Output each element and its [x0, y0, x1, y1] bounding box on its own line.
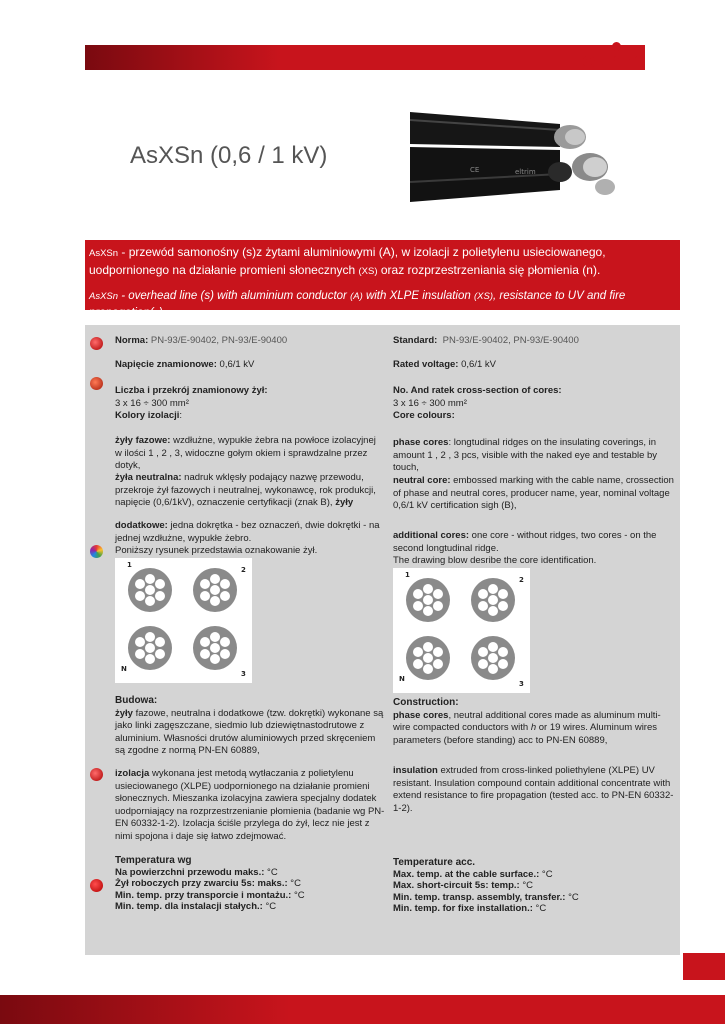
pl-construction-cores-label: żyły — [115, 707, 133, 719]
svg-text:CE: CE — [470, 166, 480, 174]
pl-neutral-end: żyły — [335, 497, 354, 508]
insulation-icon — [90, 768, 103, 781]
warning-icon — [90, 879, 103, 892]
pl-temperature — [115, 855, 385, 913]
pl-colours-colon: : — [179, 410, 183, 421]
pl-cores-label: Liczba i przekrój znamionowy żył: — [115, 385, 268, 396]
en-temp-4: Min. temp. for fixe installation.: — [393, 903, 533, 914]
pl-phase-label: żyły fazowe: — [115, 435, 171, 446]
pl-additional — [115, 520, 385, 558]
en-additional — [393, 530, 675, 568]
pl-temp-2-unit: °C — [287, 878, 301, 889]
en-insulation — [393, 765, 678, 815]
en-temp-4-unit: °C — [532, 903, 547, 914]
en-temp-1-unit: °C — [539, 868, 553, 880]
footer-bar — [0, 995, 725, 1024]
pl-construction-label: Budowa: — [115, 695, 158, 706]
pl-voltage-label: Napięcie znamionowe: — [115, 359, 217, 370]
en-temp-3: Min. temp. transp. assembly, transfer.: — [393, 891, 566, 903]
en-insulation-label: insulation — [393, 765, 438, 776]
en-temp-3-unit: °C — [565, 891, 579, 903]
en-temp-2: Max. short-circuit 5s: temp.: — [393, 880, 520, 891]
pl-core-diagram — [115, 558, 252, 683]
pl-core-label-1: 1 — [127, 561, 132, 569]
pl-cores — [115, 385, 385, 423]
en-cores-label: No. And ratek cross-section of cores: — [393, 385, 562, 396]
en-cores — [393, 385, 673, 423]
en-core-label-2: 2 — [519, 576, 524, 584]
en-core-label-n: N — [399, 675, 405, 683]
en-additional-text: one core - without ridges, two cores - on the second longtudinal ridge. — [393, 530, 657, 554]
en-neutral-text: embossed marking with the cable name, crossection of phase and neutral cores, producer name, year, nominal voltage 0,6/1 kV certification sigh (B), — [393, 475, 674, 511]
pl-colours-label: Kolory izolacji — [115, 410, 180, 421]
en-voltage — [393, 359, 496, 372]
pl-insulation — [115, 768, 385, 843]
pl-insulation-text: wykonana jest metodą wytłaczania z polietylenu usieciowanego (XLPE) uodpornionego na działanie promieni słonecznych. Mieszanka izolacyjna zawiera specjalny dodatek uodporniający na rozprzestrzenianie płomienia (badanie wg PN-EN 60332-1-2). Izolacja ściśle przylega do żył, lecz nie jest z nimi spojona i daje się łatwo zdejmować. — [115, 768, 385, 842]
en-colours-label: Core colours: — [393, 410, 455, 421]
page-title: AsXSn (0,6 / 1 kV) — [130, 142, 328, 169]
desc-pl-xs: (XS) — [358, 266, 378, 277]
en-temp-label: Temperature acc. — [393, 857, 476, 868]
pl-core-label-2: 2 — [241, 566, 246, 574]
pl-core-label-n: N — [121, 665, 127, 673]
corner-accent — [683, 953, 725, 980]
pl-neutral — [115, 472, 385, 510]
pl-temp-4-unit: °C — [262, 901, 277, 912]
en-additional-label: additional cores: — [393, 530, 470, 541]
logo-text: eltrim — [582, 48, 644, 72]
pl-neutral-label: żyła neutralna: — [115, 472, 182, 483]
pl-temp-1-unit: °C — [264, 866, 278, 878]
en-phase — [393, 437, 675, 475]
desc-en-text: - overhead line (s) with aluminium conductor — [118, 290, 351, 302]
en-core-label-3: 3 — [519, 680, 524, 688]
cable-photo — [410, 92, 625, 212]
en-standard-label: Standard: — [393, 335, 438, 346]
pl-drawing-text: Poniższy rysunek przedstawia oznakowanie żył. — [115, 545, 318, 556]
pl-temp-label: Temperatura wg — [115, 855, 192, 866]
pl-phase-text: wzdłużne, wypukłe żebra na powłoce izolacyjnej w ilości 1 , 2 , 3, widoczne gołym okiem i sprawdzalne przez dotyk, — [115, 435, 376, 471]
desc-en-a: (A) — [350, 291, 363, 302]
color-wheel-icon — [90, 545, 103, 558]
pl-norma-label: Norma: — [115, 335, 149, 346]
pl-voltage — [115, 359, 254, 372]
pl-additional-text: jedna dokrętka - bez oznaczeń, dwie dokrętki - na jednej wzdłużne, wypukłe żebro. — [115, 520, 380, 544]
en-neutral-label: neutral core: — [393, 475, 451, 486]
pl-temp-3: Min. temp. przy transporcie i montażu.: — [115, 889, 292, 901]
header-bar — [85, 45, 645, 70]
en-voltage-value: 0,6/1 kV — [461, 359, 496, 370]
svg-text:eltrim: eltrim — [515, 168, 536, 176]
pl-temp-3-unit: °C — [291, 889, 305, 901]
desc-en-xs: (XS) — [473, 291, 493, 302]
description-box — [85, 240, 680, 319]
pl-construction-cores-text: fazowe, neutralna i dodatkowe (tzw. dokrętki) wykonane są jako linki zagęszczane, siedmio lub dziewiętnastodrutowe z aluminium. Własności drutów aluminiowych przed skręceniem są zgodne z normą PN-EN 60889, — [115, 707, 384, 756]
voltage-icon — [90, 377, 103, 390]
en-construction-h: h — [530, 722, 537, 733]
pl-construction — [115, 695, 385, 758]
en-neutral — [393, 475, 675, 513]
description-en — [89, 288, 676, 322]
en-construction — [393, 697, 675, 747]
en-insulation-text: extruded from cross-linked poliethylene (XLPE) UV resistant. Insulation compound contain additional concentrate with extend resistance to fire propagation (tested acc. to PN-EN 60332-1-2). — [393, 765, 674, 814]
desc-en-n: n — [153, 308, 159, 319]
pl-phase — [115, 435, 385, 473]
en-core-diagram — [393, 568, 530, 693]
desc-pl-tail: oraz rozprzestrzeniania się płomienia (n). — [377, 263, 601, 277]
desc-en-tail: , resistance to UV and fire propagation( — [89, 290, 626, 319]
code-en: AsXSn — [89, 291, 119, 302]
desc-pl-text: - przewód samonośny (s)z żytami aluminiowymi (A), w izolacji z polietylenu usieciowanego, uodpornionego na działanie promieni słonecznych — [89, 245, 606, 277]
desc-en-mid: with XLPE insulation — [362, 290, 474, 302]
en-temp-2-unit: °C — [519, 880, 534, 891]
en-phase-label: phase cores — [393, 437, 449, 448]
en-construction-label: Construction: — [393, 697, 459, 708]
eltrim-logo — [582, 42, 652, 72]
pl-norma — [115, 335, 287, 348]
pl-temp-2: Żył roboczych przy zwarciu 5s: maks.: — [115, 878, 288, 889]
pl-norma-value: PN-93/E-90402, PN-93/E-90400 — [150, 335, 288, 346]
en-construction-cores-text-b: or 19 wires. Aluminum wires parameters (before standing) acc to PN-EN 60889, — [393, 722, 658, 746]
pl-temp-4: Min. temp. dla instalacji stałych.: — [115, 901, 263, 912]
en-drawing-text: The drawing blow desribe the core identification. — [393, 555, 597, 566]
pl-temp-1: Na powierzchni przewodu maks.: — [115, 866, 265, 878]
en-phase-text: : longtudinal ridges on the insulating coverings, in amount 1 , 2 , 3 pcs, visible with the naked eye and testable by touch, — [393, 437, 658, 473]
en-temp-1: Max. temp. at the cable surface.: — [393, 868, 540, 880]
en-standard — [393, 335, 579, 348]
desc-en-end: ). — [158, 307, 166, 319]
pl-additional-label: dodatkowe: — [115, 520, 168, 531]
pl-voltage-value: 0,6/1 kV — [219, 359, 255, 370]
en-standard-value: PN-93/E-90402, PN-93/E-90400 — [442, 335, 579, 346]
en-cores-value: 3 x 16 ÷ 300 mm² — [393, 397, 467, 409]
en-core-label-1: 1 — [405, 571, 410, 579]
standard-icon — [90, 337, 103, 350]
description-pl — [89, 244, 676, 280]
pl-insulation-label: izolacja — [115, 768, 150, 779]
en-construction-cores-label: phase cores — [393, 709, 449, 721]
pl-neutral-text: nadruk wklęsły podający nazwę przewodu, przekroje żył fazowych i neutralnej, wykonawcę, rok produkcji, napięcie (0,6/1kV), oznaczenie certyfikacji (znak B), — [115, 472, 376, 508]
en-construction-cores-text-a: , neutral additional cores made as aluminum multi-wire compacted conductors with — [393, 709, 661, 733]
pl-core-label-3: 3 — [241, 670, 246, 678]
code-pl: AsXSn — [89, 248, 119, 259]
en-temperature — [393, 857, 675, 915]
en-voltage-label: Rated voltage: — [393, 359, 459, 370]
pl-cores-value: 3 x 16 ÷ 300 mm² — [115, 397, 189, 409]
